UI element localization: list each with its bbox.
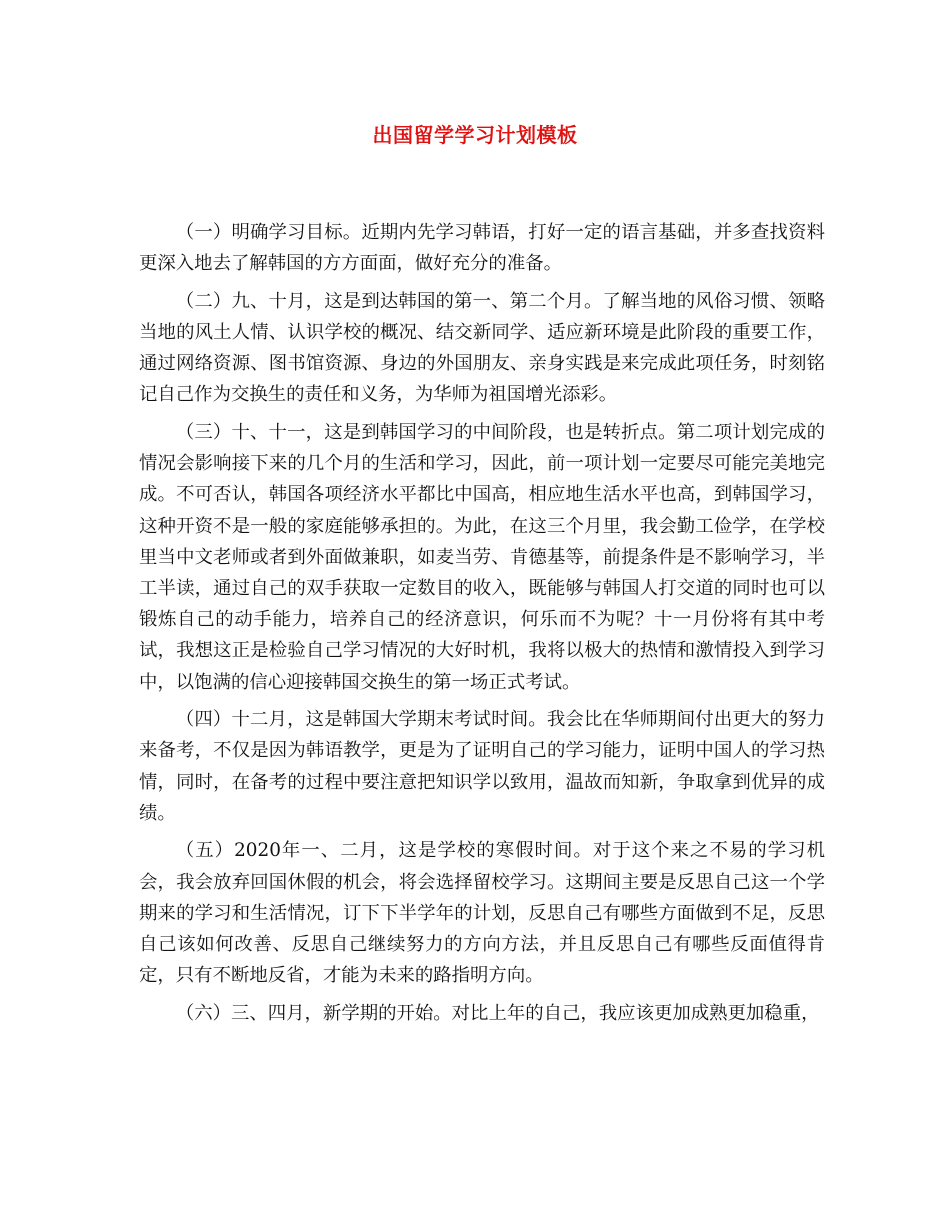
- paragraph-2: （二）九、十月，这是到达韩国的第一、第二个月。了解当地的风俗习惯、领略当地的风土人情、认识学校的概况、结交新同学、适应新环境是此阶段的重要工作，通过网络资源、图书馆资源、身边的外国朋友、亲身实践是来完成此项任务，时刻铭记自己作为交换生的责任和义务，为华师为祖国增光添彩。: [139, 290, 825, 406]
- paragraph-6: （六）三、四月，新学期的开始。对比上年的自己，我应该更加成熟更加稳重，: [175, 1002, 820, 1024]
- document-body: [139, 217, 825, 1035]
- paragraph-3: （三）十、十一，这是到韩国学习的中间阶段，也是转折点。第二项计划完成的情况会影响接下来的几个月的生活和学习，因此，前一项计划一定要尽可能完美地完成。不可否认，韩国各项经济水平都比中国高，相应地生活水平也高，到韩国学习，这种开资不是一般的家庭能够承担的。为此，在这三个月里，我会勤工俭学，在学校里当中文老师或者到外面做兼职，如麦当劳、肯德基等，前提条件是不影响学习，半工半读，通过自己的双手获取一定数目的收入，既能够与韩国人打交道的同时也可以锻炼自己的动手能力，培养自己的经济意识，何乐而不为呢？十一月份将有其中考试，我想这正是检验自己学习情况的大好时机，我将以极大的热情和激情投入到学习中，以饱满的信心迎接韩国交换生的第一场正式考试。: [139, 422, 825, 693]
- paragraph-4: （四）十二月，这是韩国大学期末考试时间。我会比在华师期间付出更大的努力来备考，不仅是因为韩语教学，更是为了证明自己的学习能力，证明中国人的学习热情，同时，在备考的过程中要注意把知识学以致用，温故而知新，争取拿到优异的成绩。: [139, 709, 825, 824]
- paragraph-5: （五）2020年一、二月，这是学校的寒假时间。对于这个来之不易的学习机会，我会放弃回国休假的机会，将会选择留校学习。这期间主要是反思自己这一个学期来的学习和生活情况，订下下半学年的计划，反思自己有哪些方面做到不足，反思自己该如何改善、反思自己继续努力的方向方法，并且反思自己有哪些反面值得肯定，只有不断地反省，才能为未来的路指明方向。: [139, 840, 825, 987]
- paragraph-1: （一）明确学习目标。近期内先学习韩语，打好一定的语言基础，并多查找资料更深入地去了解韩国的方方面面，做好充分的准备。: [139, 222, 825, 275]
- page-title: 出国留学学习计划模板: [372, 123, 578, 147]
